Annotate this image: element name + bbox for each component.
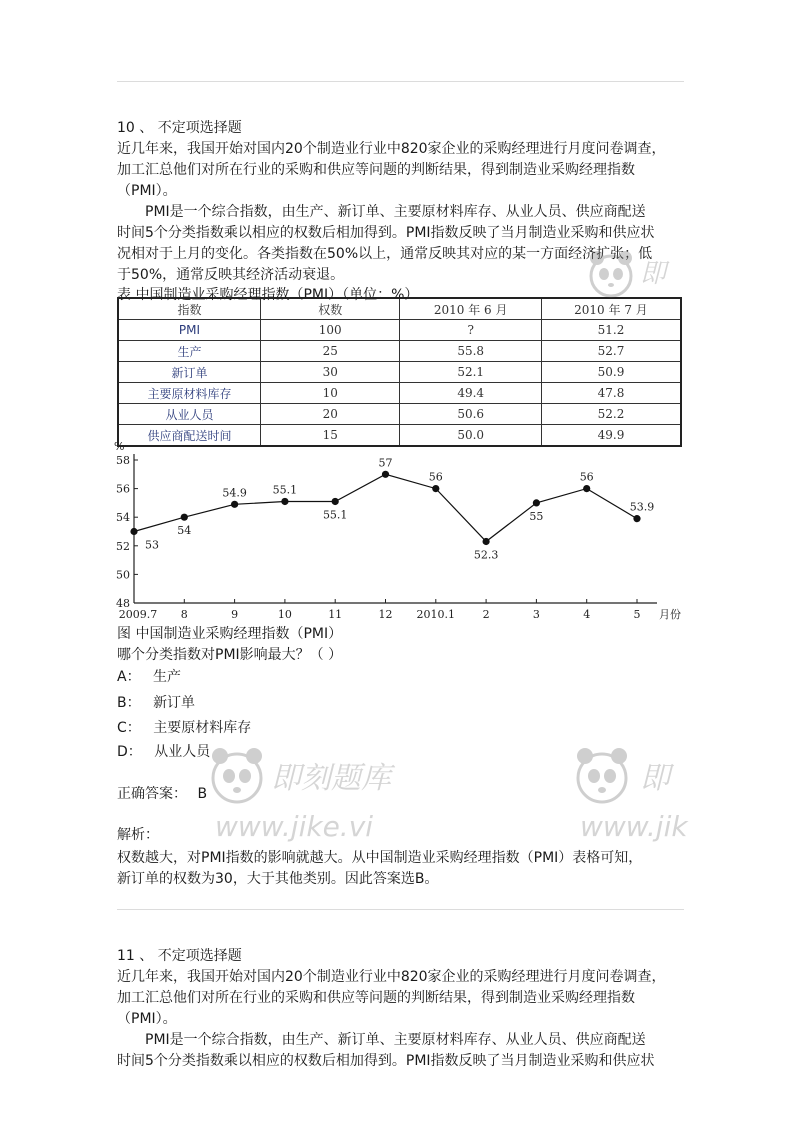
table-cell: 15 — [260, 425, 399, 447]
data-label: 56 — [428, 470, 443, 484]
x-tick-label: 12 — [378, 608, 393, 621]
y-tick-label: 52 — [116, 539, 130, 553]
data-label: 57 — [378, 456, 393, 470]
figure-caption: 图 中国制造业采购经理指数（PMI） — [117, 626, 343, 642]
table-cell: 49.9 — [541, 425, 681, 447]
option-b[interactable] — [117, 693, 195, 714]
option-text: 从业人员 — [154, 744, 211, 760]
table-cell: 47.8 — [541, 383, 681, 404]
question-10 — [117, 118, 687, 304]
intro-line: 近几年来，我国开始对国内20个制造业行业中820家企业的采购经理进行月度问卷调查， — [117, 141, 666, 157]
question-11 — [117, 946, 687, 1072]
table-cell: 主要原材料库存 — [118, 383, 260, 404]
option-label: A： — [117, 669, 141, 685]
y-tick-label: 54 — [116, 511, 130, 525]
data-label: 55.1 — [322, 508, 348, 522]
para-line: PMI是一个综合指数，由生产、新订单、主要原材料库存、从业人员、供应商配送 — [145, 204, 646, 220]
y-tick-label: 50 — [116, 568, 130, 582]
x-tick-label: 5 — [633, 608, 641, 621]
table-cell: 30 — [260, 362, 399, 383]
table-cell: 50.9 — [541, 362, 681, 383]
x-tick-label: 11 — [328, 608, 343, 621]
table-row — [118, 341, 681, 362]
data-label: 53 — [145, 538, 159, 552]
intro-line: 加工汇总他们对所在行业的采购和供应等问题的判断结果，得到制造业采购经理指数 — [117, 990, 635, 1006]
option-c[interactable] — [117, 718, 251, 739]
table-caption: 表 中国制造业采购经理指数（PMI）（单位：%） — [117, 287, 419, 303]
x-tick-label: 3 — [532, 608, 540, 621]
x-tick-label: 9 — [231, 608, 239, 621]
table-row — [118, 383, 681, 404]
question-header: 11 、 不定项选择题 — [117, 948, 242, 964]
analysis-section — [117, 825, 687, 890]
data-point — [583, 485, 590, 492]
data-label: 52.3 — [473, 548, 499, 562]
option-text: 主要原材料库存 — [153, 720, 252, 736]
intro-line: （PMI）。 — [117, 1011, 177, 1027]
data-label: 55.1 — [272, 483, 298, 497]
data-label: 54 — [177, 524, 192, 538]
data-label: 55 — [529, 509, 544, 523]
question-header: 10 、 不定项选择题 — [117, 120, 242, 136]
option-text: 新订单 — [153, 695, 196, 711]
svg-text:即刻题库: 即刻题库 — [271, 761, 391, 796]
table-cell: 供应商配送时间 — [118, 425, 260, 447]
series-line — [134, 474, 637, 541]
svg-text:即: 即 — [640, 259, 667, 289]
data-point — [281, 498, 288, 505]
x-tick-label: 2010.1 — [416, 608, 456, 621]
table-cell: 10 — [260, 383, 399, 404]
option-a[interactable] — [117, 667, 181, 688]
table-cell: 52.7 — [541, 341, 681, 362]
table-cell: 100 — [260, 320, 399, 341]
table-cell: 52.2 — [541, 404, 681, 425]
answer-label: 正确答案： — [117, 786, 187, 802]
analysis-line: 新订单的权数为30，大于其他类别。因此答案选B。 — [117, 871, 439, 887]
table-row — [118, 320, 681, 341]
intro-line: 近几年来，我国开始对国内20个制造业行业中820家企业的采购经理进行月度问卷调查， — [117, 969, 666, 985]
table-header-cell: 权数 — [260, 298, 399, 320]
analysis-label: 解析： — [117, 827, 159, 843]
svg-text:www.jike.vi: www.jike.vi — [215, 810, 374, 843]
x-tick-label: 2009.7 — [118, 608, 158, 621]
intro-line: 加工汇总他们对所在行业的采购和供应等问题的判断结果，得到制造业采购经理指数 — [117, 162, 635, 178]
analysis-line: 权数越大，对PMI指数的影响就越大。从中国制造业采购经理指数（PMI）表格可知， — [117, 850, 643, 866]
table-cell: 50.0 — [400, 425, 542, 447]
table-header-cell: 2010 年 6 月 — [400, 298, 542, 320]
option-label: C： — [117, 720, 141, 736]
para-line: 于50%，通常反映其经济活动衰退。 — [117, 267, 345, 283]
table-header-row — [118, 298, 681, 320]
table-header-cell: 2010 年 7 月 — [541, 298, 681, 320]
data-point — [332, 498, 339, 505]
table-cell: 20 — [260, 404, 399, 425]
data-point — [382, 471, 389, 478]
intro-line: （PMI）。 — [117, 183, 177, 199]
table-cell: 50.6 — [400, 404, 542, 425]
table-cell: 49.4 — [400, 383, 542, 404]
data-point — [633, 515, 640, 522]
question-10-body — [117, 624, 687, 666]
data-point — [483, 538, 490, 545]
section-divider — [117, 909, 684, 910]
svg-text:www.jik: www.jik — [580, 810, 688, 843]
option-label: B： — [117, 695, 141, 711]
para-line: PMI是一个综合指数，由生产、新订单、主要原材料库存、从业人员、供应商配送 — [145, 1032, 646, 1048]
data-point — [181, 514, 188, 521]
x-tick-label: 4 — [583, 608, 591, 621]
table-cell: 从业人员 — [118, 404, 260, 425]
question-text: 哪个分类指数对PMI影响最大？（ ） — [117, 647, 343, 663]
table-cell: 新订单 — [118, 362, 260, 383]
pmi-table — [117, 297, 682, 447]
table-cell: PMI — [118, 320, 260, 341]
pmi-line-chart — [112, 440, 687, 630]
answer-section — [117, 784, 687, 805]
table-row — [118, 404, 681, 425]
option-label: D： — [117, 744, 142, 760]
data-label: 54.9 — [222, 486, 247, 500]
data-point — [231, 501, 238, 508]
table-cell: 生产 — [118, 341, 260, 362]
option-text: 生产 — [153, 669, 182, 685]
option-d[interactable] — [117, 742, 210, 763]
table-cell: 51.2 — [541, 320, 681, 341]
svg-text:即: 即 — [640, 761, 670, 796]
table-row — [118, 362, 681, 383]
table-cell: 52.1 — [400, 362, 542, 383]
x-tick-label: 2 — [482, 608, 490, 621]
x-tick-label: 10 — [277, 608, 292, 621]
table-cell: 25 — [260, 341, 399, 362]
y-axis-label: % — [114, 440, 125, 453]
table-header-cell: 指数 — [118, 298, 260, 320]
para-line: 况相对于上月的变化。各类指数在50%以上，通常反映其对应的某一方面经济扩张；低 — [117, 246, 653, 262]
y-tick-label: 58 — [116, 454, 130, 467]
para-line: 时间5个分类指数乘以相应的权数后相加得到。PMI指数反映了当月制造业采购和供应状 — [117, 225, 655, 241]
x-axis-label: 月份 — [659, 608, 681, 621]
table-cell: ? — [400, 320, 542, 341]
data-label: 56 — [579, 470, 594, 484]
data-point — [130, 528, 137, 535]
x-tick-label: 8 — [180, 608, 188, 621]
data-label: 53.9 — [629, 500, 655, 514]
data-point — [432, 485, 439, 492]
y-tick-label: 48 — [116, 597, 130, 610]
top-divider — [117, 81, 684, 82]
table-cell: 55.8 — [400, 341, 542, 362]
answer-line — [117, 784, 687, 805]
para-line: 时间5个分类指数乘以相应的权数后相加得到。PMI指数反映了当月制造业采购和供应状 — [117, 1053, 655, 1069]
data-point — [533, 499, 540, 506]
y-tick-label: 56 — [116, 482, 130, 496]
answer-value: B — [197, 786, 208, 802]
